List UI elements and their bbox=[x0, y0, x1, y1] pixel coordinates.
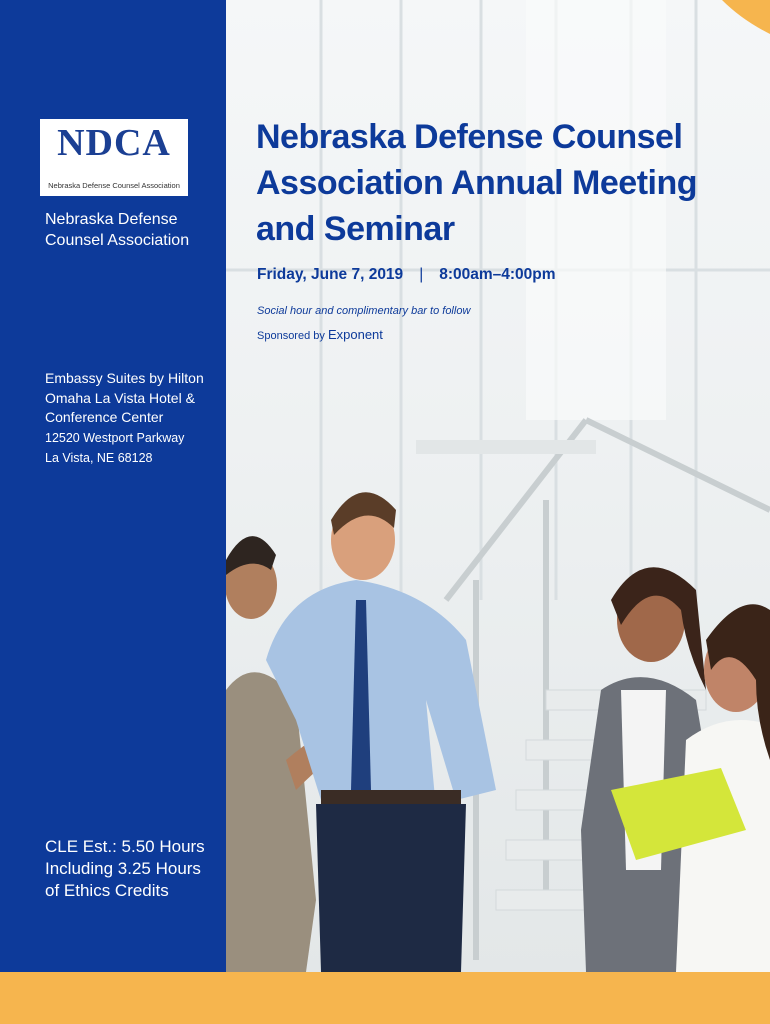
title-line-1: Nebraska Defense Counsel bbox=[256, 118, 683, 156]
venue-address bbox=[45, 429, 220, 468]
page-title bbox=[256, 114, 756, 252]
sponsor-prefix: Sponsored by bbox=[257, 330, 325, 342]
title-line-3: and Seminar bbox=[256, 210, 455, 248]
venue-name bbox=[45, 369, 220, 428]
sponsor-name: Exponent bbox=[327, 327, 383, 342]
org-line-2: Counsel Association bbox=[45, 232, 190, 249]
venue-line-3: Conference Center bbox=[45, 409, 164, 425]
title-line-2: Association Annual Meeting bbox=[256, 164, 698, 202]
cle-line-1: CLE Est.: 5.50 Hours bbox=[45, 837, 205, 856]
org-name bbox=[45, 209, 215, 251]
logo-abbr: NDCA bbox=[57, 122, 171, 164]
org-line-1: Nebraska Defense bbox=[45, 211, 178, 228]
footer-bar bbox=[0, 972, 770, 1024]
cle-credits bbox=[45, 836, 220, 902]
event-time: 8:00am–4:00pm bbox=[439, 266, 556, 283]
corner-accent bbox=[722, 0, 770, 34]
cle-line-3: of Ethics Credits bbox=[45, 881, 169, 900]
event-date-time bbox=[257, 266, 556, 284]
window-frames bbox=[226, 0, 770, 600]
ndca-logo bbox=[40, 119, 188, 196]
sponsor-line bbox=[257, 327, 383, 342]
cle-line-2: Including 3.25 Hours bbox=[45, 859, 201, 878]
social-hour-note: Social hour and complimentary bar to follow bbox=[257, 305, 471, 317]
date-separator: | bbox=[419, 266, 424, 283]
logo-caption: Nebraska Defense Counsel Association bbox=[48, 181, 180, 190]
venue-line-1: Embassy Suites by Hilton bbox=[45, 370, 204, 386]
event-date: Friday, June 7, 2019 bbox=[257, 266, 404, 283]
venue-line-2: Omaha La Vista Hotel & bbox=[45, 389, 195, 406]
address-line-2: La Vista, NE 68128 bbox=[45, 450, 153, 465]
address-line-1: 12520 Westport Parkway bbox=[45, 431, 185, 445]
